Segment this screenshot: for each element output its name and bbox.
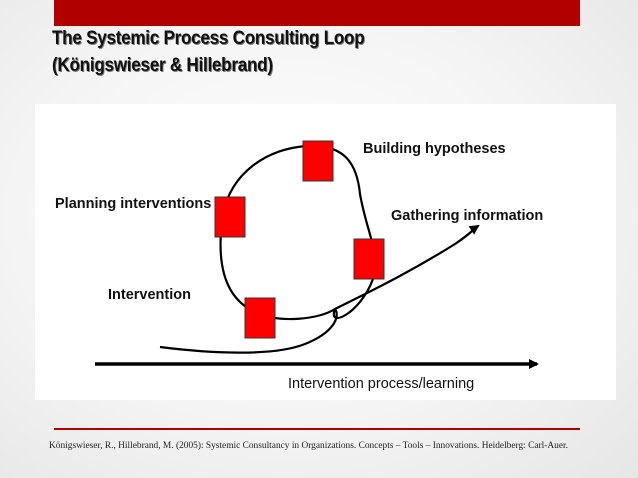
bottom-divider: [54, 428, 580, 430]
box-gathering-information: [354, 239, 384, 279]
label-planning-interventions: Planning interventions: [55, 196, 212, 212]
label-building-hypotheses: Building hypotheses: [363, 141, 506, 157]
box-intervention: [245, 298, 275, 338]
diagram-panel: [35, 104, 616, 400]
top-accent-bar: [54, 0, 580, 26]
label-intervention: Intervention: [108, 287, 191, 303]
box-planning-interventions: [215, 197, 245, 237]
loop-diagram: [35, 104, 616, 400]
slide-title-line1: The Systemic Process Consulting Loop: [52, 28, 365, 49]
timeline-label: Intervention process/learning: [288, 376, 475, 392]
label-gathering-information: Gathering information: [391, 208, 544, 224]
citation-text: Königswieser, R., Hillebrand, M. (2005): Systemic Consultancy in Organizations. Concepts – Tools – Innovations. Heidelberg: Carl-Auer.: [49, 441, 568, 451]
slide-title-line2: (Königswieser & Hillebrand): [52, 55, 273, 76]
box-building-hypotheses: [303, 141, 333, 181]
